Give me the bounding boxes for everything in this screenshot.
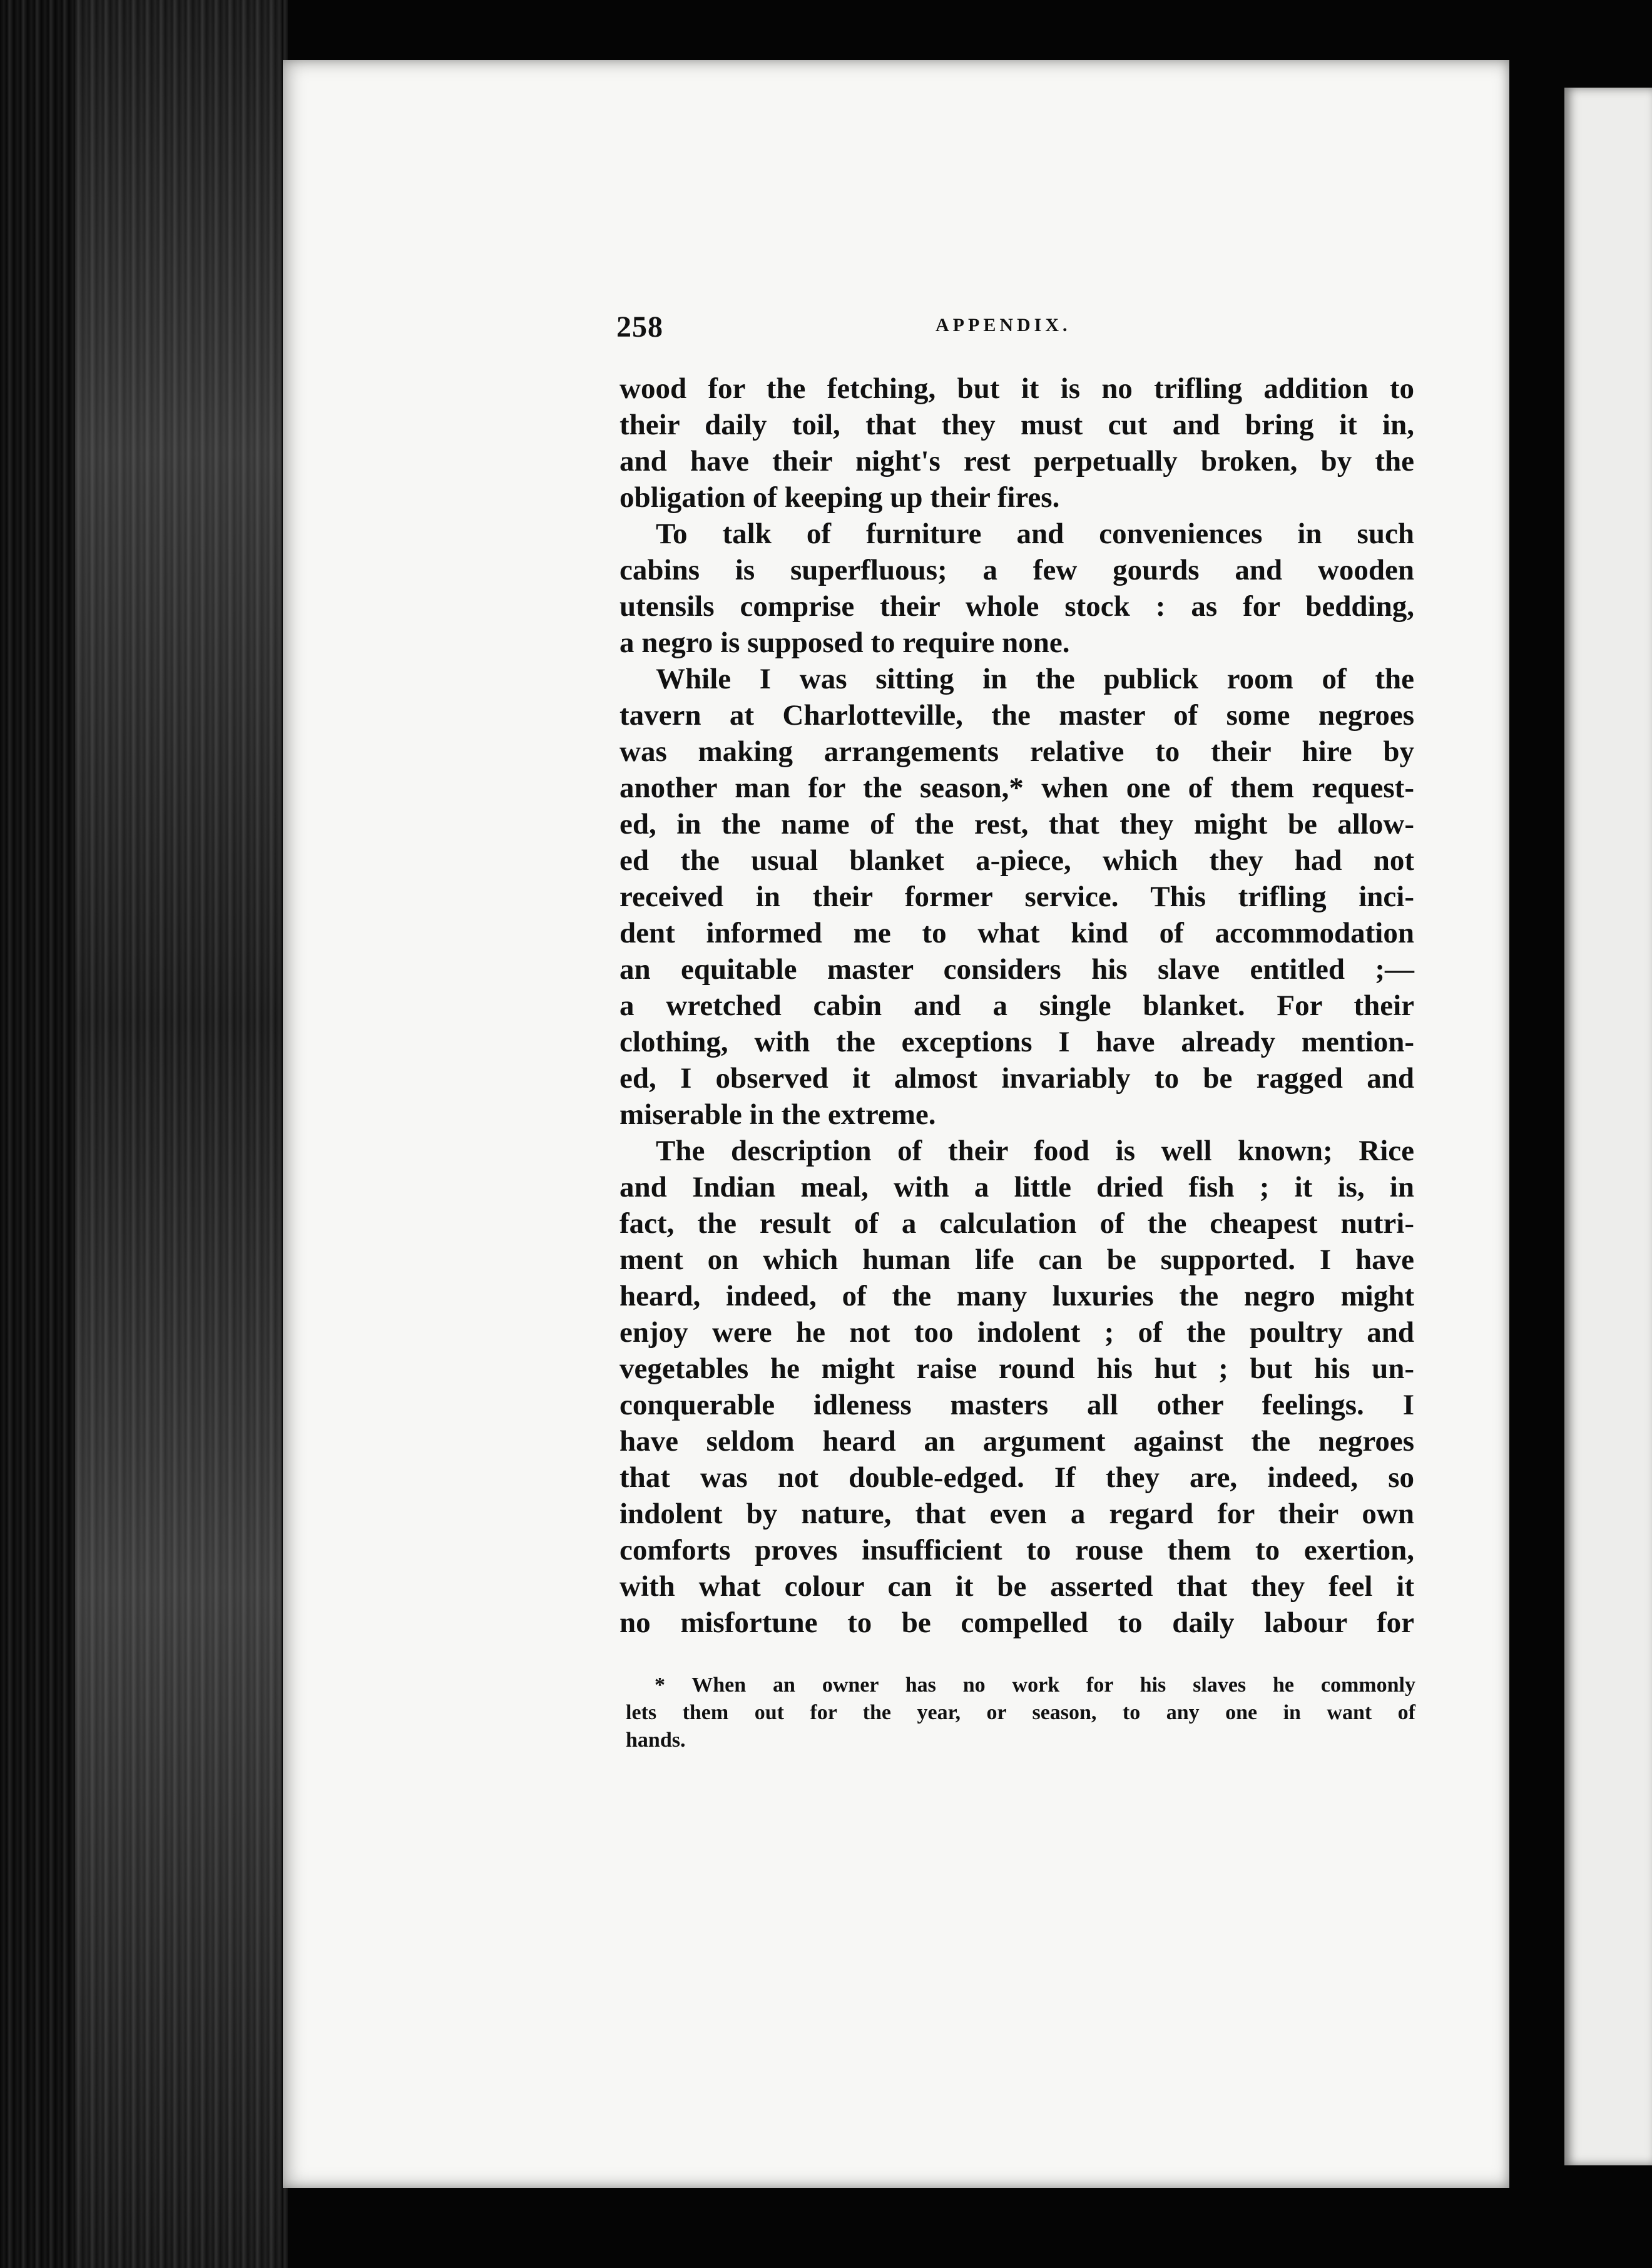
text-line: obligation of keeping up their fires. (620, 481, 1060, 514)
text-line: ed the usual blanket a-piece, which they had not (620, 844, 1414, 877)
text-line: and have their night's rest perpetually broken, by the (620, 445, 1414, 478)
text-line: vegetables he might raise round his hut ; but his un- (620, 1352, 1414, 1385)
text-line: While I was sitting in the publick room of the (656, 663, 1414, 695)
footnote-line: * When an owner has no work for his slaves he commonly (655, 1673, 1415, 1697)
text-line: a negro is supposed to require none. (620, 626, 1070, 659)
text-line: another man for the season,* when one of them request- (620, 772, 1414, 804)
text-line: fact, the result of a calculation of the cheapest nutri- (620, 1207, 1414, 1240)
text-line: The description of their food is well known; Rice (656, 1135, 1414, 1167)
page-number: 258 (616, 310, 663, 344)
text-line: tavern at Charlotteville, the master of some negroes (620, 699, 1414, 732)
facing-page-edge (1564, 88, 1652, 2165)
text-line: ed, I observed it almost invariably to be ragged and (620, 1062, 1414, 1095)
text-line: their daily toil, that they must cut and bring it in, (620, 409, 1414, 441)
text-line: cabins is superfluous; a few gourds and wooden (620, 554, 1414, 586)
running-head: APPENDIX. (936, 315, 1071, 335)
text-line: wood for the fetching, but it is no trifling addition to (620, 372, 1414, 405)
text-line: clothing, with the exceptions I have already mention- (620, 1026, 1414, 1058)
footnote-line: hands. (626, 1729, 686, 1752)
text-line: conquerable idleness masters all other feelings. I (620, 1389, 1414, 1421)
text-line: heard, indeed, of the many luxuries the negro might (620, 1280, 1414, 1312)
body-text (620, 370, 1414, 1641)
text-line: was making arrangements relative to their hire by (620, 735, 1414, 768)
text-line: miserable in the extreme. (620, 1098, 936, 1131)
text-line: ed, in the name of the rest, that they might be allow- (620, 808, 1414, 840)
footnote-line: lets them out for the year, or season, to any one in want of (626, 1701, 1415, 1724)
text-line: with what colour can it be asserted that they feel it (620, 1570, 1414, 1603)
text-line: utensils comprise their whole stock : as for bedding, (620, 590, 1414, 623)
text-line: To talk of furniture and conveniences in such (656, 518, 1414, 550)
text-line: and Indian meal, with a little dried fish ; it is, in (620, 1171, 1414, 1203)
text-line: enjoy were he not too indolent ; of the poultry and (620, 1316, 1414, 1349)
text-line: a wretched cabin and a single blanket. For their (620, 989, 1414, 1022)
text-line: an equitable master considers his slave entitled ;— (620, 953, 1414, 986)
text-line: indolent by nature, that even a regard for their own (620, 1498, 1414, 1530)
text-line: dent informed me to what kind of accommodation (620, 917, 1414, 949)
footnote (626, 1672, 1415, 1754)
page-header (616, 310, 1411, 354)
text-line: no misfortune to be compelled to daily labour for (620, 1606, 1414, 1639)
text-line: ment on which human life can be supported. I have (620, 1244, 1414, 1276)
binding-shadow (75, 0, 282, 2268)
text-line: have seldom heard an argument against the negroes (620, 1425, 1414, 1458)
text-line: comforts proves insufficient to rouse them to exertion, (620, 1534, 1414, 1566)
text-line: received in their former service. This trifling inci- (620, 881, 1414, 913)
text-line: that was not double-edged. If they are, indeed, so (620, 1461, 1414, 1494)
